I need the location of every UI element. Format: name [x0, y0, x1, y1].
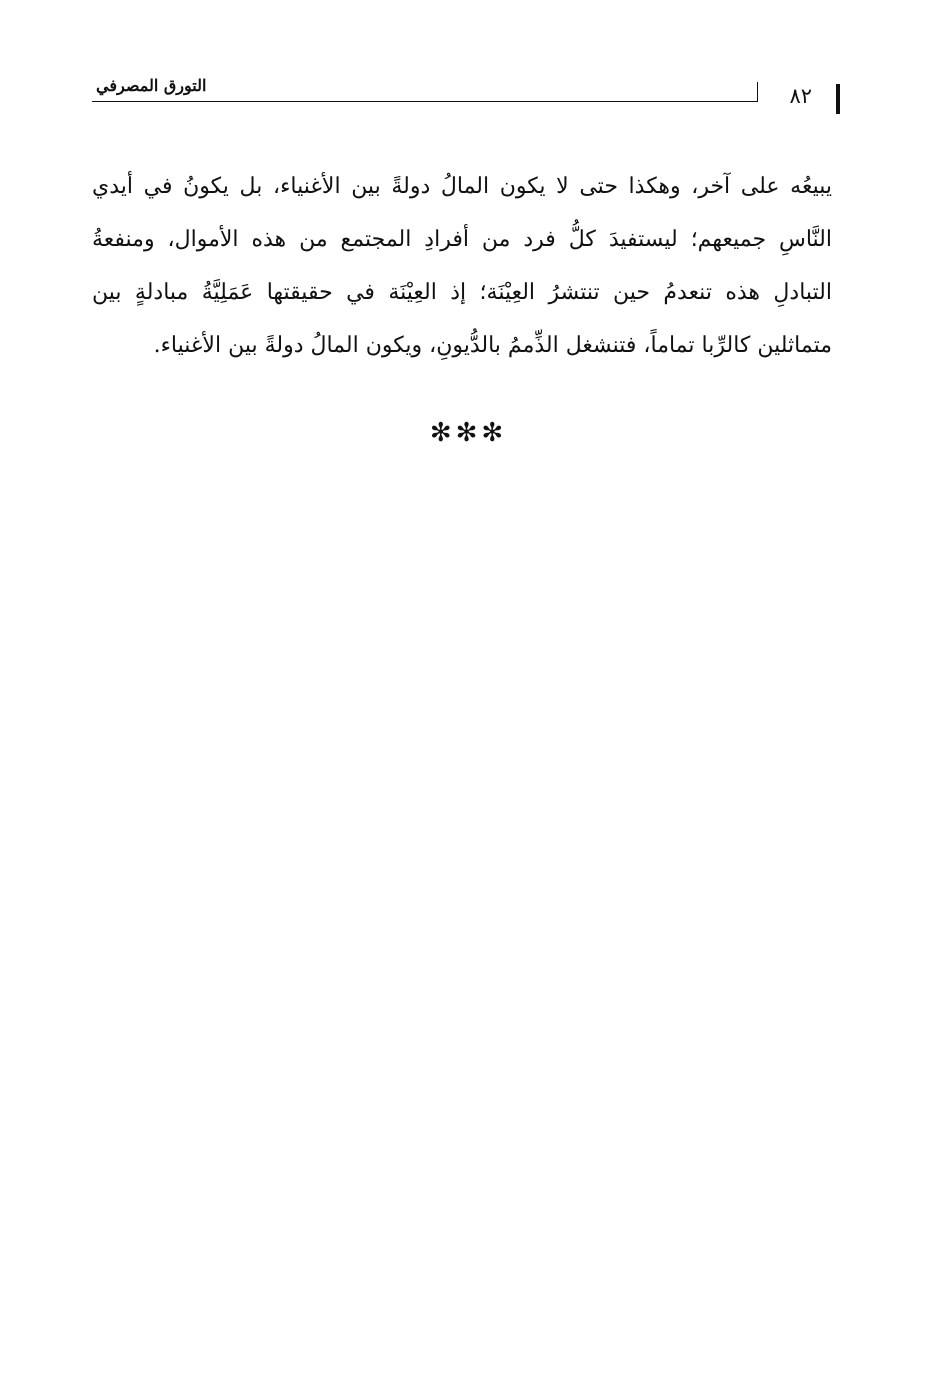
running-title: التورق المصرفي	[96, 76, 207, 95]
header-rule-tick	[757, 82, 758, 102]
header-bar	[836, 84, 840, 114]
page-number: ٨٢	[789, 84, 812, 108]
body-paragraph: يبيعُه على آخر، وهكذا حتى لا يكون المالُ دولةً بين الأغنياء، بل يكونُ في أيدي النَّاسِ جميعهم؛ ليستفيدَ كلُّ فرد من أفرادِ المجتمع من هذه الأموال، ومنفعةُ التبادلِ هذه تنعدمُ حين تنتشرُ العِيْنَة؛ إذ العِيْنَة في حقيقتها عَمَلِيَّةُ مبادلةٍ بين متماثلين كالرِّبا تماماً، فتنشغل الذِّممُ بالدُّيونِ، ويكون المالُ دولةً بين الأغنياء.	[92, 174, 832, 358]
header-rule	[92, 101, 757, 102]
running-header	[92, 70, 840, 120]
section-divider: ✻✻✻	[429, 418, 508, 448]
